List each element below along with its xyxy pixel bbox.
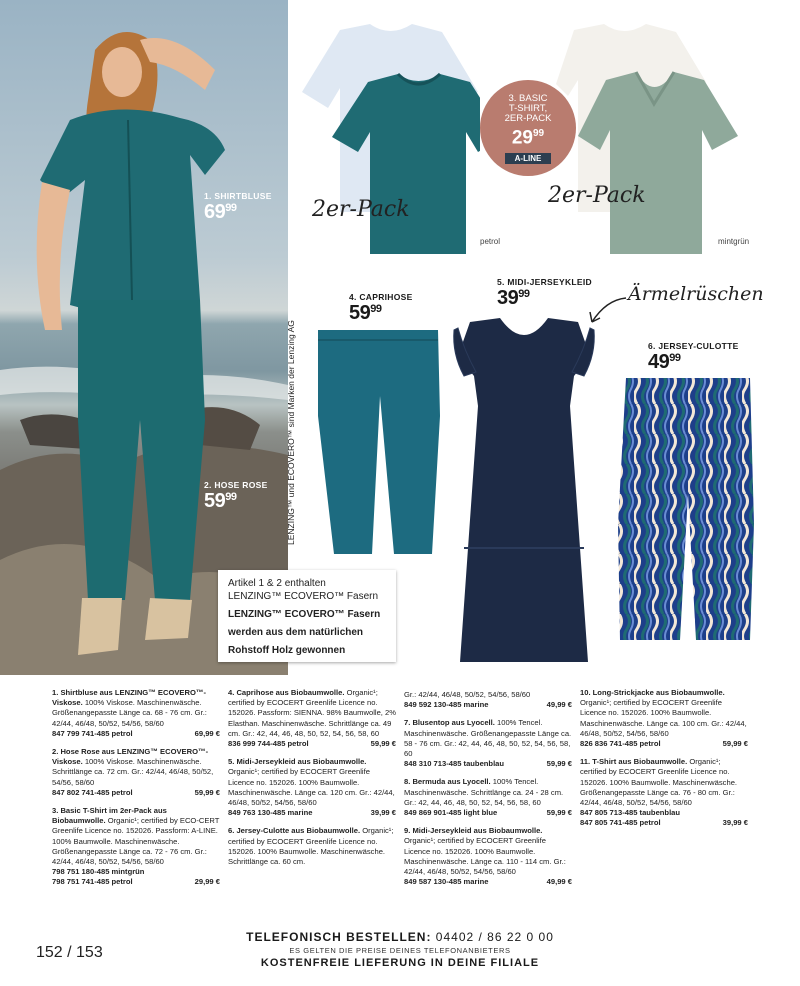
description-column-1 bbox=[52, 688, 220, 896]
price-tag-caprihose bbox=[349, 292, 413, 325]
badge-price: $29^{99}$ bbox=[511, 127, 545, 149]
tshirt-pack-mint-image bbox=[556, 22, 746, 262]
info-line: Artikel 1 & 2 enthalten bbox=[228, 578, 326, 589]
jersey-culotte-image bbox=[616, 374, 758, 642]
badge-label: 3. BASIC T-SHIRT, 2ER-PACK bbox=[504, 93, 552, 124]
info-line: LENZING™ ECOVERO™ Fasern bbox=[228, 591, 379, 602]
price-tag-shirtbluse bbox=[204, 191, 272, 224]
color-label-mintgruen: mintgrün bbox=[718, 237, 750, 246]
handwriting-2er-pack: 2er-Pack bbox=[548, 183, 646, 208]
product-entry: 1. Shirtbluse aus LENZING™ ECOVERO™-Viskose. 100% Viskose. Maschinenwäsche. Größenangepasste Länge ca. 68 - 76 cm. Gr.: 42/44, 46/48, 50/52, 54/56, 58/60 847 799 741-485 petrol 69,99 € bbox=[52, 688, 220, 738]
tag-label: 6. JERSEY-CULOTTE bbox=[648, 341, 739, 351]
sku-row: 847 805 741-485 petrol 39,99 € bbox=[580, 818, 748, 828]
price-tag-hose-rose bbox=[204, 480, 268, 513]
phone-label: TELEFONISCH BESTELLEN: bbox=[246, 930, 432, 944]
tag-price: $59^{99}$ bbox=[349, 302, 382, 324]
sku-row: 849 869 901-485 light blue 59,99 € bbox=[404, 808, 572, 818]
product-entry: Gr.: 42/44, 46/48, 50/52, 54/56, 58/60 849 592 130-485 marine 49,99 € bbox=[404, 690, 572, 710]
product-entry: 11. T-Shirt aus Biobaumwolle. Organic¹; certified by ECOCERT Greenlife Licence no. 152026. 100% Baumwolle. Maschinenwäsche. Größenangepasste Länge ca. 76 - 80 cm. Gr.: 42/44, 46/48, 50/52, 54/56, 58/60 847 805 713-485 taubenblau 847 805 741-485 petrol 39,99 € bbox=[580, 757, 748, 828]
info-bold-line: LENZING™ ECOVERO™ Fasern bbox=[228, 609, 381, 620]
tag-price: $39^{99}$ bbox=[497, 287, 530, 309]
product-entry: 10. Long-Strickjacke aus Biobaumwolle. Organic¹; certified by ECOCERT Greenlife Licence no. 152026. 100% Baumwolle. Maschinenwäsche. Länge ca. 100 cm. Gr.: 42/44, 46/48, 50/52, 54/56, 58/60 826 836 741-485 petrol 59,99 € bbox=[580, 688, 748, 749]
sku-line: 847 805 713-485 taubenblau bbox=[580, 808, 681, 818]
sku-line: 798 751 180-485 mintgrün bbox=[52, 867, 145, 877]
lenzing-trademark-note: LENZING™ und ECOVERO™ sind Marken der Lenzing AG bbox=[286, 320, 296, 545]
product-entry: 6. Jersey-Culotte aus Biobaumwolle. Organic¹; certified by ECOCERT Greenlife Licence no. 152026. 100% Baumwolle. Maschinenwäsche. Schrittlänge ca. 60 cm. bbox=[228, 826, 394, 867]
page-number: 152 / 153 bbox=[36, 944, 103, 961]
caprihose-image bbox=[314, 326, 442, 560]
sku-row: 836 999 744-485 petrol 59,99 € bbox=[228, 739, 396, 749]
description-column-3 bbox=[404, 690, 572, 895]
phone-price-note: ES GELTEN DIE PREISE DEINES TELEFONANBIETERS bbox=[289, 946, 511, 955]
sku-row: 849 587 130-485 marine 49,99 € bbox=[404, 877, 572, 887]
handwriting-2er-pack: 2er-Pack bbox=[312, 197, 410, 222]
product-entry: 5. Midi-Jerseykleid aus Biobaumwolle. Organic¹; certified by ECOCERT Greenlife Licence no. 152026. 100% Baumwolle. Maschinenwäsche. Länge ca. 120 cm. Gr.: 42/44, 46/48, 50/52, 54/56, 58/60 849 763 130-485 marine 39,99 € bbox=[228, 757, 396, 818]
description-column-4 bbox=[580, 688, 748, 837]
phone-number[interactable]: 04402 / 86 22 0 00 bbox=[435, 930, 554, 944]
sku-row: 848 310 713-485 taubenblau 59,99 € bbox=[404, 759, 572, 769]
delivery-note: KOSTENFREIE LIEFERUNG IN DEINE FILIALE bbox=[260, 957, 540, 969]
sku-row: 798 751 741-485 petrol 29,99 € bbox=[52, 877, 220, 887]
sku-row: 849 592 130-485 marine 49,99 € bbox=[404, 700, 572, 710]
product-entry: 9. Midi-Jerseykleid aus Biobaumwolle. Organic¹; certified by ECOCERT Greenlife Licence no. 152026. 100% Baumwolle. Maschinenwäsche. Länge ca. 110 - 114 cm. Gr.: 42/44, 46/48, 50/52, 54/56, 58/60 849 587 130-485 marine 49,99 € bbox=[404, 826, 572, 887]
product-entry: 2. Hose Rose aus LENZING™ ECOVERO™-Viskose. 100% Viskose. Maschinenwäsche. Schrittlänge ca. 72 cm. Gr.: 42/44, 46/48, 50/52, 54/56, 58/60 847 802 741-485 petrol 59,99 € bbox=[52, 747, 220, 797]
info-bold-line: Rohstoff Holz gewonnen bbox=[228, 645, 346, 656]
midi-jerseykleid-image bbox=[450, 316, 598, 666]
sku-row: 849 763 130-485 marine 39,99 € bbox=[228, 808, 396, 818]
product-entry: 7. Blusentop aus Lyocell. 100% Tencel. Maschinenwäsche. Größenangepasste Länge ca. 58 - 76 cm. Gr.: 42, 44, 46, 48, 50, 52, 54, 56, 58, 60 848 310 713-485 taubenblau 59,99 € bbox=[404, 718, 572, 769]
tag-price: $49^{99}$ bbox=[648, 351, 681, 373]
price-badge-basic-tshirt bbox=[480, 80, 576, 176]
tshirt-pack-petrol-image bbox=[300, 22, 480, 262]
product-entry: 4. Caprihose aus Biobaumwolle. Organic¹; certified by ECOCERT Greenlife Licence no. 152026. Passform: SIENNA. 98% Baumwolle, 2% Elasthan. Maschinenwäsche. Schrittlänge ca. 49 cm. Gr.: 42, 44, 46, 48, 50, 52, 54, 56, 58, 60 836 999 744-485 petrol 59,99 € bbox=[228, 688, 396, 749]
product-entry: 8. Bermuda aus Lyocell. 100% Tencel. Maschinenwäsche. Schrittlänge ca. 24 - 28 cm. Gr.: 42, 44, 46, 48, 50, 52, 54, 56, 58, 60 849 869 901-485 light blue 59,99 € bbox=[404, 777, 572, 818]
fit-badge: A-LINE bbox=[505, 153, 552, 164]
color-label-petrol: petrol bbox=[480, 237, 501, 246]
tag-label: 1. SHIRTBLUSE bbox=[204, 191, 272, 201]
product-entry: 3. Basic T-Shirt im 2er-Pack aus Biobaumwolle. Organic¹; certified by ECO-CERT Greenlife Licence no. 152026. Passform: A-LINE. 100% Baumwolle. Maschinenwäsche. Größenangepasste Länge ca. 72 - 76 cm. Gr.: 42/44, 46/48, 50/52, 54/56, 58/60 798 751 180-485 mintgrün 798 751 741-485 petrol 29,99 € bbox=[52, 806, 220, 887]
handwriting-aermelrueschen: Ärmelrüschen bbox=[628, 283, 764, 305]
sku-row: 826 836 741-485 petrol 59,99 € bbox=[580, 739, 748, 749]
description-column-2 bbox=[228, 688, 396, 875]
tag-price: $59^{99}$ bbox=[204, 490, 237, 512]
tag-price: $69^{99}$ bbox=[204, 201, 237, 223]
phone-order-line bbox=[0, 930, 800, 944]
lenzing-info-box bbox=[218, 570, 396, 662]
price-tag-midi-jerseykleid bbox=[497, 277, 592, 310]
tag-label: 2. HOSE ROSE bbox=[204, 480, 268, 490]
info-bold-line: werden aus dem natürlichen bbox=[228, 627, 364, 638]
sku-row: 847 802 741-485 petrol 59,99 € bbox=[52, 787, 220, 797]
tag-label: 5. MIDI-JERSEYKLEID bbox=[497, 277, 592, 287]
tag-label: 4. CAPRIHOSE bbox=[349, 292, 413, 302]
sku-row: 847 799 741-485 petrol 69,99 € bbox=[52, 728, 220, 738]
price-tag-jersey-culotte bbox=[648, 341, 739, 374]
